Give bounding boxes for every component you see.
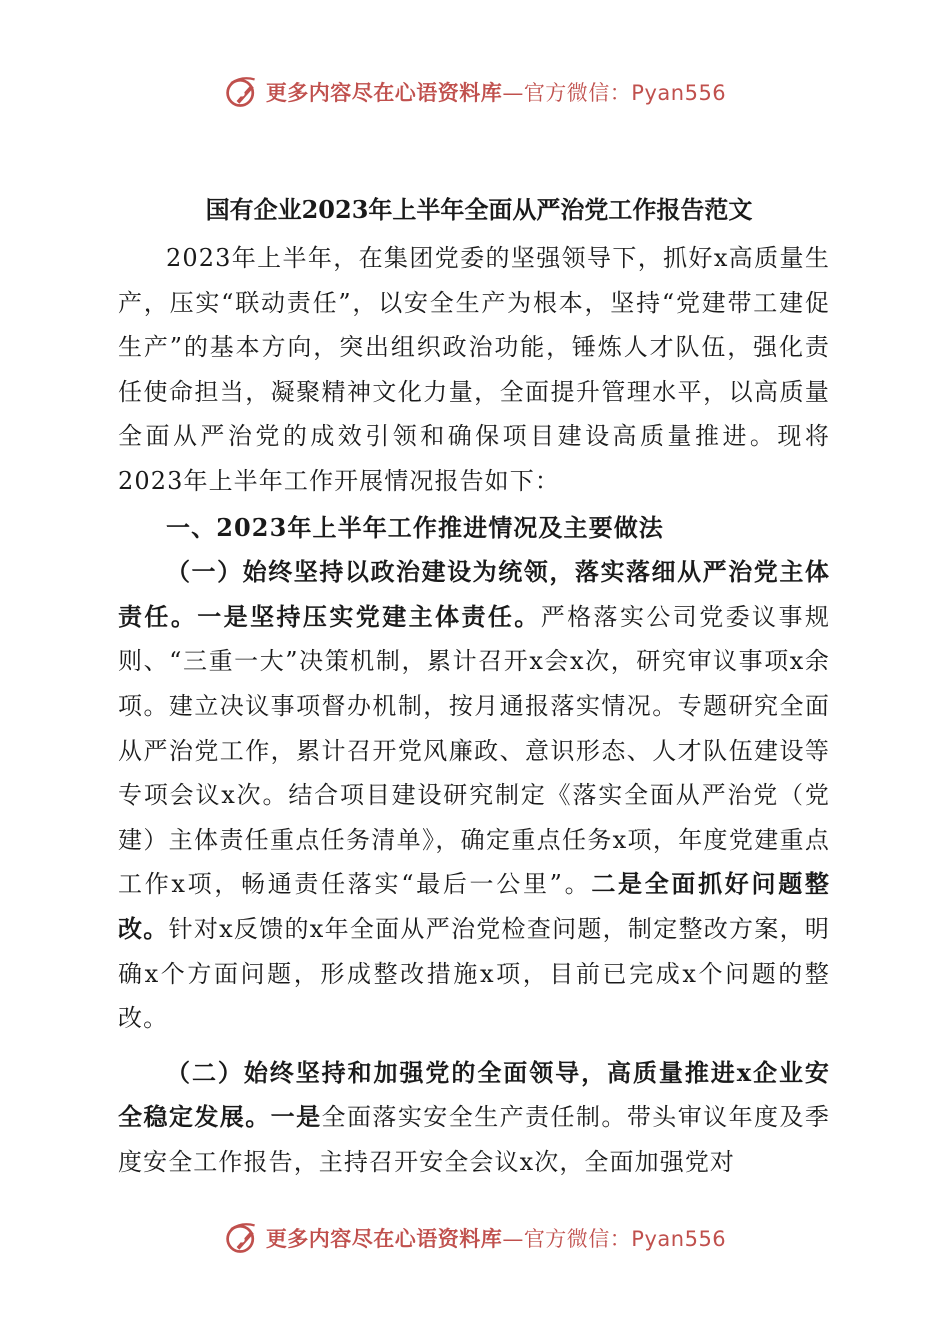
watermark-text: 更多内容尽在心语资料库—官方微信：Pyan556 [265,81,727,105]
subsection-1-heading: （一）始终坚持以政治建设为统领，落实落细从严治党主体责任。 [118,557,830,631]
sub2-point-1-text: 全面落实安全生产责任制。带头审议年度及季度安全工作报告，主持召开安全会议x次，全面加强党对 [118,1103,831,1176]
document-body [118,188,830,1184]
subsection-1-paragraph [118,550,830,1041]
sub2-point-1-label: 一是 [270,1102,322,1132]
pen-logo-icon [224,74,260,110]
section-heading: 一、2023年上半年工作推进情况及主要做法 [166,512,664,542]
watermark-text: 更多内容尽在心语资料库—官方微信：Pyan556 [265,1227,727,1251]
header-watermark-banner [0,72,950,112]
point-2-label: 二是全面抓好问题整改。 [118,869,830,943]
point-1-label: 一是坚持压实党建主体责任。 [197,601,541,631]
document-title: 国有企业2023年上半年全面从严治党工作报告范文 [205,195,753,224]
subsection-2-heading: （二）始终坚持和加强党的全面领导，高质量推进x企业安全稳定发展。 [118,1057,830,1132]
point-2-text: 针对x反馈的x年全面从严治党检查问题，制定整改方案，明确x个方面问题，形成整改措施x项，目前已完成x个问题的整改。 [118,914,830,1033]
footer-watermark-banner [0,1218,950,1258]
pen-logo-icon [224,1220,260,1256]
point-1-text: 严格落实公司党委议事规则、“三重一大”决策机制，累计召开x会x次，研究审议事项x余项。建立决议事项督办机制，按月通报落实情况。专题研究全面从严治党工作，累计召开党风廉政、意识形态、人才队伍建设等专项会议x次。结合项目建设研究制定《落实全面从严治党（党建）主体责任重点任务清单》，确定重点任务x项，年度党建重点工作x项，畅通责任落实“最后一公里”。 [118,602,830,899]
intro-paragraph: 2023年上半年，在集团党委的坚强领导下，抓好x高质量生产，压实“联动责任”，以安全生产为根本，坚持“党建带工建促生产”的基本方向，突出组织政治功能，锤炼人才队伍，强化责任使命担当，凝聚精神文化力量，全面提升管理水平，以高质量全面从严治党的成效引领和确保项目建设高质量推进。现将2023年上半年工作开展情况报告如下： [118,244,830,495]
subsection-2-paragraph [118,1051,830,1185]
